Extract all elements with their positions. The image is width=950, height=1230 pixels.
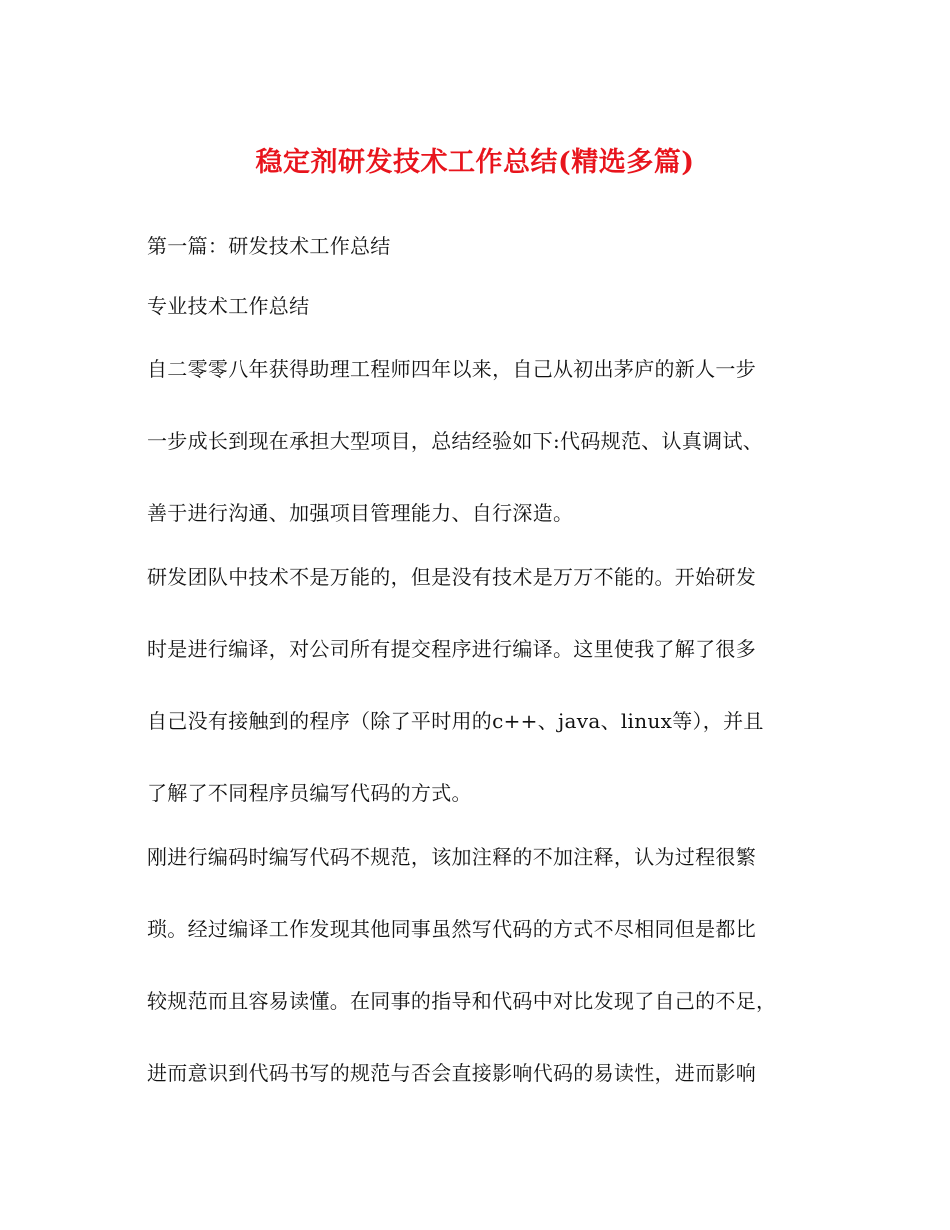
paragraph-2-line-4: 了解了不同程序员编写代码的方式。 [147,781,472,805]
paragraph-1-line-3: 善于进行沟通、加强项目管理能力、自行深造。 [147,501,574,525]
paragraph-2-line-1: 研发团队中技术不是万能的，但是没有技术是万万不能的。开始研发 [147,565,756,589]
paragraph-2-line-2: 时是进行编译，对公司所有提交程序进行编译。这里使我了解了很多 [147,637,756,661]
paragraph-3-line-3: 较规范而且容易读懂。在同事的指导和代码中对比发现了自己的不足， [147,989,777,1013]
document-title: 稳定剂研发技术工作总结(精选多篇) [255,147,695,178]
paragraph-1-line-2: 一步成长到现在承担大型项目，总结经验如下:代码规范、认真调试、 [147,429,764,453]
paragraph-3-line-4: 进而意识到代码书写的规范与否会直接影响代码的易读性，进而影响 [147,1061,756,1085]
subheading: 专业技术工作总结 [147,294,310,318]
paragraph-2-line-3: 自己没有接触到的程序（除了平时用的c++、java、linux等），并且 [147,709,764,733]
paragraph-3-line-2: 琐。经过编译工作发现其他同事虽然写代码的方式不尽相同但是都比 [147,917,756,941]
paragraph-1-line-1: 自二零零八年获得助理工程师四年以来，自己从初出茅庐的新人一步 [147,357,756,381]
section-heading: 第一篇：研发技术工作总结 [147,234,391,258]
paragraph-3-line-1: 刚进行编码时编写代码不规范，该加注释的不加注释，认为过程很繁 [147,845,756,869]
